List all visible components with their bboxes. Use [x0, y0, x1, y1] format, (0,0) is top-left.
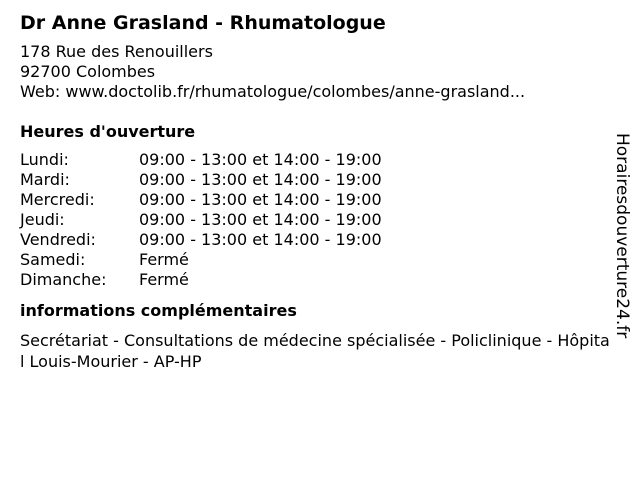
hours-row-mercredi [20, 190, 610, 210]
day-hours: 09:00 - 13:00 et 14:00 - 19:00 [139, 150, 382, 169]
day-label: Jeudi: [20, 210, 65, 229]
hours-row-jeudi [20, 210, 610, 230]
hours-row-dimanche [20, 270, 610, 290]
listing-card [20, 10, 610, 372]
day-hours: Fermé [139, 250, 189, 269]
day-hours: 09:00 - 13:00 et 14:00 - 19:00 [139, 210, 382, 229]
address-city: 92700 Colombes [20, 62, 156, 81]
day-label: Samedi: [20, 250, 86, 269]
day-hours: 09:00 - 13:00 et 14:00 - 19:00 [139, 170, 382, 189]
day-label: Lundi: [20, 150, 69, 169]
additional-info-heading: informations complémentaires [20, 301, 297, 320]
day-label: Mercredi: [20, 190, 95, 209]
day-label: Vendredi: [20, 230, 96, 249]
hours-row-samedi [20, 250, 610, 270]
address-block [20, 42, 610, 102]
site-watermark: Horairesdouverture24.fr [612, 133, 632, 339]
opening-hours-list [20, 150, 610, 290]
day-hours: Fermé [139, 270, 189, 289]
address-street: 178 Rue des Renouillers [20, 42, 213, 61]
day-hours: 09:00 - 13:00 et 14:00 - 19:00 [139, 230, 382, 249]
hours-row-mardi [20, 170, 610, 190]
hours-row-vendredi [20, 230, 610, 250]
additional-info-text: Secrétariat - Consultations de médecine spécialisée - Policlinique - Hôpital Louis-Mourier - AP-HP [20, 331, 610, 371]
hours-row-lundi [20, 150, 610, 170]
day-hours: 09:00 - 13:00 et 14:00 - 19:00 [139, 190, 382, 209]
day-label: Dimanche: [20, 270, 107, 289]
website-link[interactable]: Web: www.doctolib.fr/rhumatologue/colombes/anne-grasland... [20, 82, 526, 101]
page-title: Dr Anne Grasland - Rhumatologue [20, 12, 386, 34]
opening-hours-heading: Heures d'ouverture [20, 122, 196, 141]
day-label: Mardi: [20, 170, 70, 189]
